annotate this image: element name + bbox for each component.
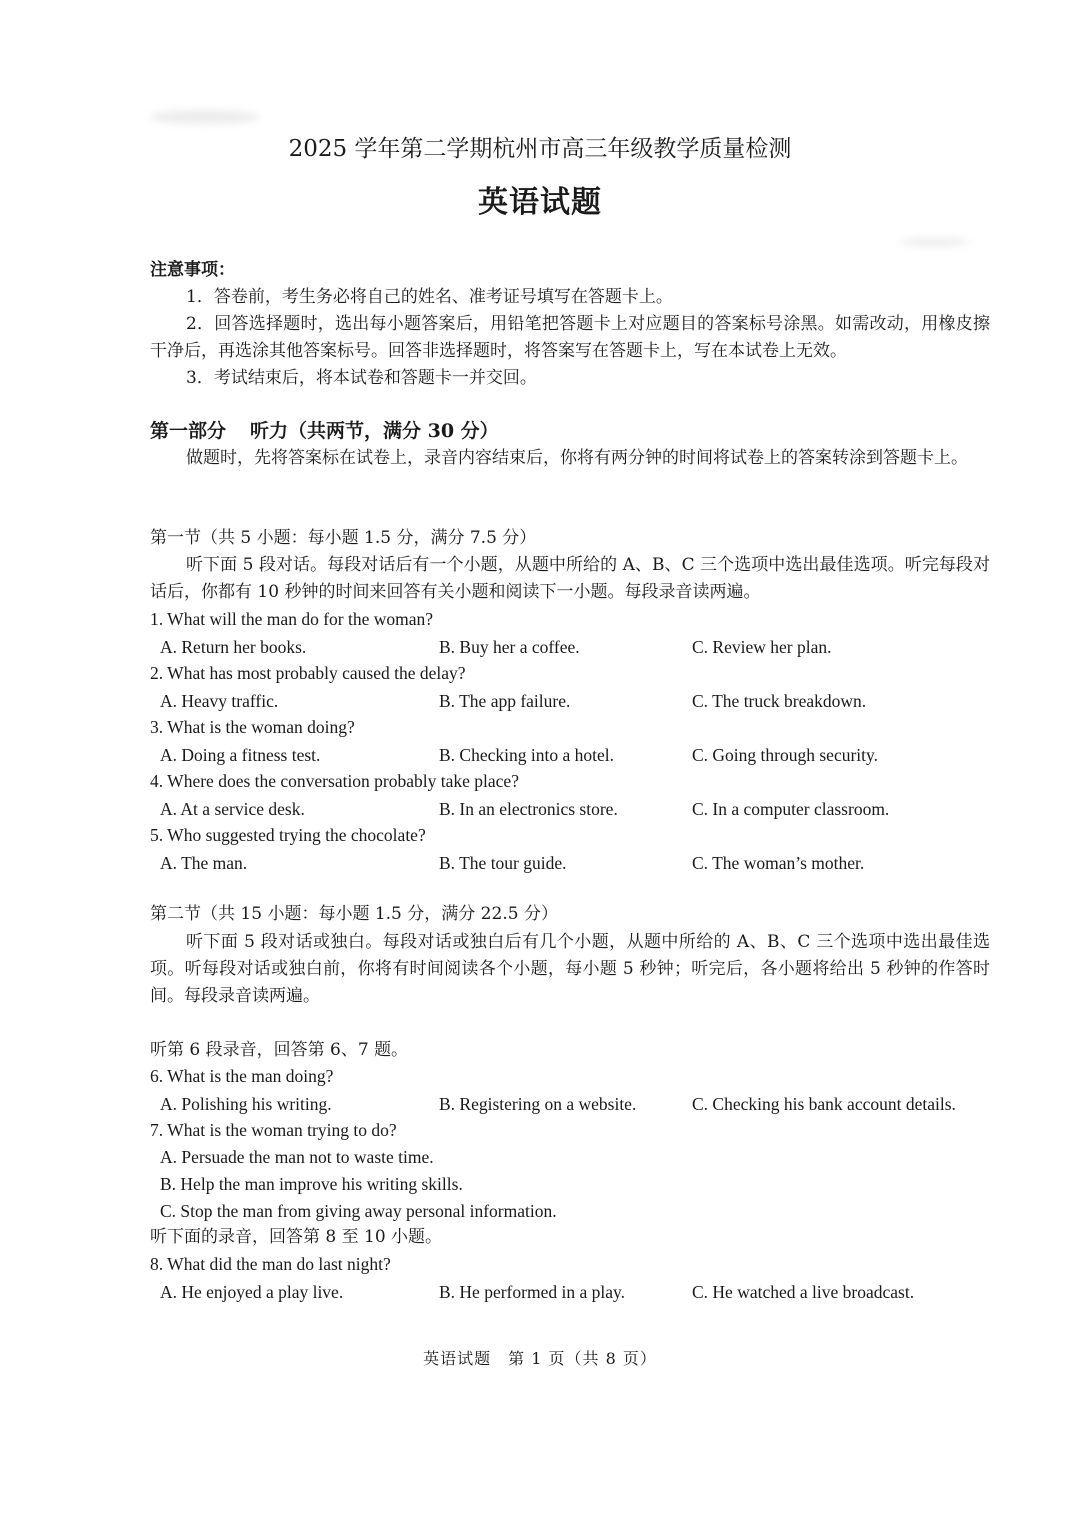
q8-option-b: B. He performed in a play.	[439, 1282, 625, 1302]
q4-option-b: B. In an electronics store.	[439, 799, 618, 819]
section1-instruction: 听下面 5 段对话。每段对话后有一个小题，从题中所给的 A、B、C 三个选项中选出最佳选项。听完每段对话后，你都有 10 秒钟的时间来回答有关小题和阅读下一小题。每段录音读两遍。	[150, 555, 990, 602]
question-4: 4. Where does the conversation probably take place?	[150, 771, 519, 791]
scan-smudge	[150, 110, 260, 124]
section2-heading: 第二节（共 15 小题：每小题 1.5 分，满分 22.5 分）	[150, 904, 558, 924]
part1-title-rest: 听力（共两节，满分 30 分）	[250, 420, 499, 442]
question-5: 5. Who suggested trying the chocolate?	[150, 825, 426, 845]
part1-title-part: 第一部分	[150, 420, 227, 442]
question-8: 8. What did the man do last night?	[150, 1254, 391, 1274]
q6-option-b: B. Registering on a website.	[439, 1094, 637, 1114]
section2-instruction: 听下面 5 段对话或独白。每段对话或独白后有几个小题，从题中所给的 A、B、C 三个选项中选出最佳选项。听每段对话或独白前，你将有时间阅读各个小题，每小题 5 秒钟；听完后，各小题将给出 5 秒钟的作答时间。每段录音读两遍。	[150, 932, 990, 1006]
exam-title: 2025 学年第二学期杭州市高三年级教学质量检测	[288, 136, 792, 162]
q3-option-b: B. Checking into a hotel.	[439, 745, 614, 765]
notes-item-2: 2．回答选择题时，选出每小题答案后，用铅笔把答题卡上对应题目的答案标号涂黑。如需改动，用橡皮擦干净后，再选涂其他答案标号。回答非选择题时，将答案写在答题卡上，写在本试卷上无效。	[150, 314, 990, 361]
q2-option-b: B. The app failure.	[439, 691, 571, 711]
part1-heading	[150, 416, 499, 446]
page-footer: 英语试题 第 1 页（共 8 页）	[423, 1349, 657, 1368]
q5-option-c: C. The woman’s mother.	[692, 853, 865, 873]
notes-heading: 注意事项：	[150, 260, 235, 280]
question-3: 3. What is the woman doing?	[150, 717, 355, 737]
notes-item-1: 1．答卷前，考生务必将自己的姓名、准考证号填写在答题卡上。	[186, 287, 673, 307]
q2-option-c: C. The truck breakdown.	[692, 691, 867, 711]
q1-option-b: B. Buy her a coffee.	[439, 637, 580, 657]
part1-instruction: 做题时，先将答案标在试卷上，录音内容结束后，你将有两分钟的时间将试卷上的答案转涂到答题卡上。	[186, 448, 968, 468]
q4-option-c: C. In a computer classroom.	[692, 799, 890, 819]
question-6: 6. What is the man doing?	[150, 1066, 334, 1086]
q1-option-c: C. Review her plan.	[692, 637, 832, 657]
question-1: 1. What will the man do for the woman?	[150, 609, 434, 629]
audio-prompt-6: 听第 6 段录音，回答第 6、7 题。	[150, 1040, 409, 1060]
q1-option-a: A. Return her books.	[160, 637, 307, 657]
question-2: 2. What has most probably caused the delay?	[150, 663, 466, 683]
subject-title: 英语试题	[478, 185, 602, 220]
q8-option-c: C. He watched a live broadcast.	[692, 1282, 915, 1302]
q3-option-a: A. Doing a fitness test.	[160, 745, 321, 765]
q4-option-a: A. At a service desk.	[160, 799, 305, 819]
q5-option-b: B. The tour guide.	[439, 853, 567, 873]
q8-option-a: A. He enjoyed a play live.	[160, 1282, 344, 1302]
section1-heading: 第一节（共 5 小题：每小题 1.5 分，满分 7.5 分）	[150, 528, 537, 548]
q3-option-c: C. Going through security.	[692, 745, 878, 765]
q7-option-c: C. Stop the man from giving away personal information.	[160, 1201, 557, 1221]
q7-option-b: B. Help the man improve his writing skills.	[160, 1174, 463, 1194]
scan-smudge	[900, 238, 970, 246]
audio-prompt-8: 听下面的录音，回答第 8 至 10 小题。	[150, 1227, 443, 1247]
q7-option-a: A. Persuade the man not to waste time.	[160, 1147, 434, 1167]
q5-option-a: A. The man.	[160, 853, 248, 873]
question-7: 7. What is the woman trying to do?	[150, 1120, 397, 1140]
q6-option-a: A. Polishing his writing.	[160, 1094, 332, 1114]
q2-option-a: A. Heavy traffic.	[160, 691, 279, 711]
q6-option-c: C. Checking his bank account details.	[692, 1094, 956, 1114]
notes-item-3: 3．考试结束后，将本试卷和答题卡一并交回。	[186, 368, 537, 388]
